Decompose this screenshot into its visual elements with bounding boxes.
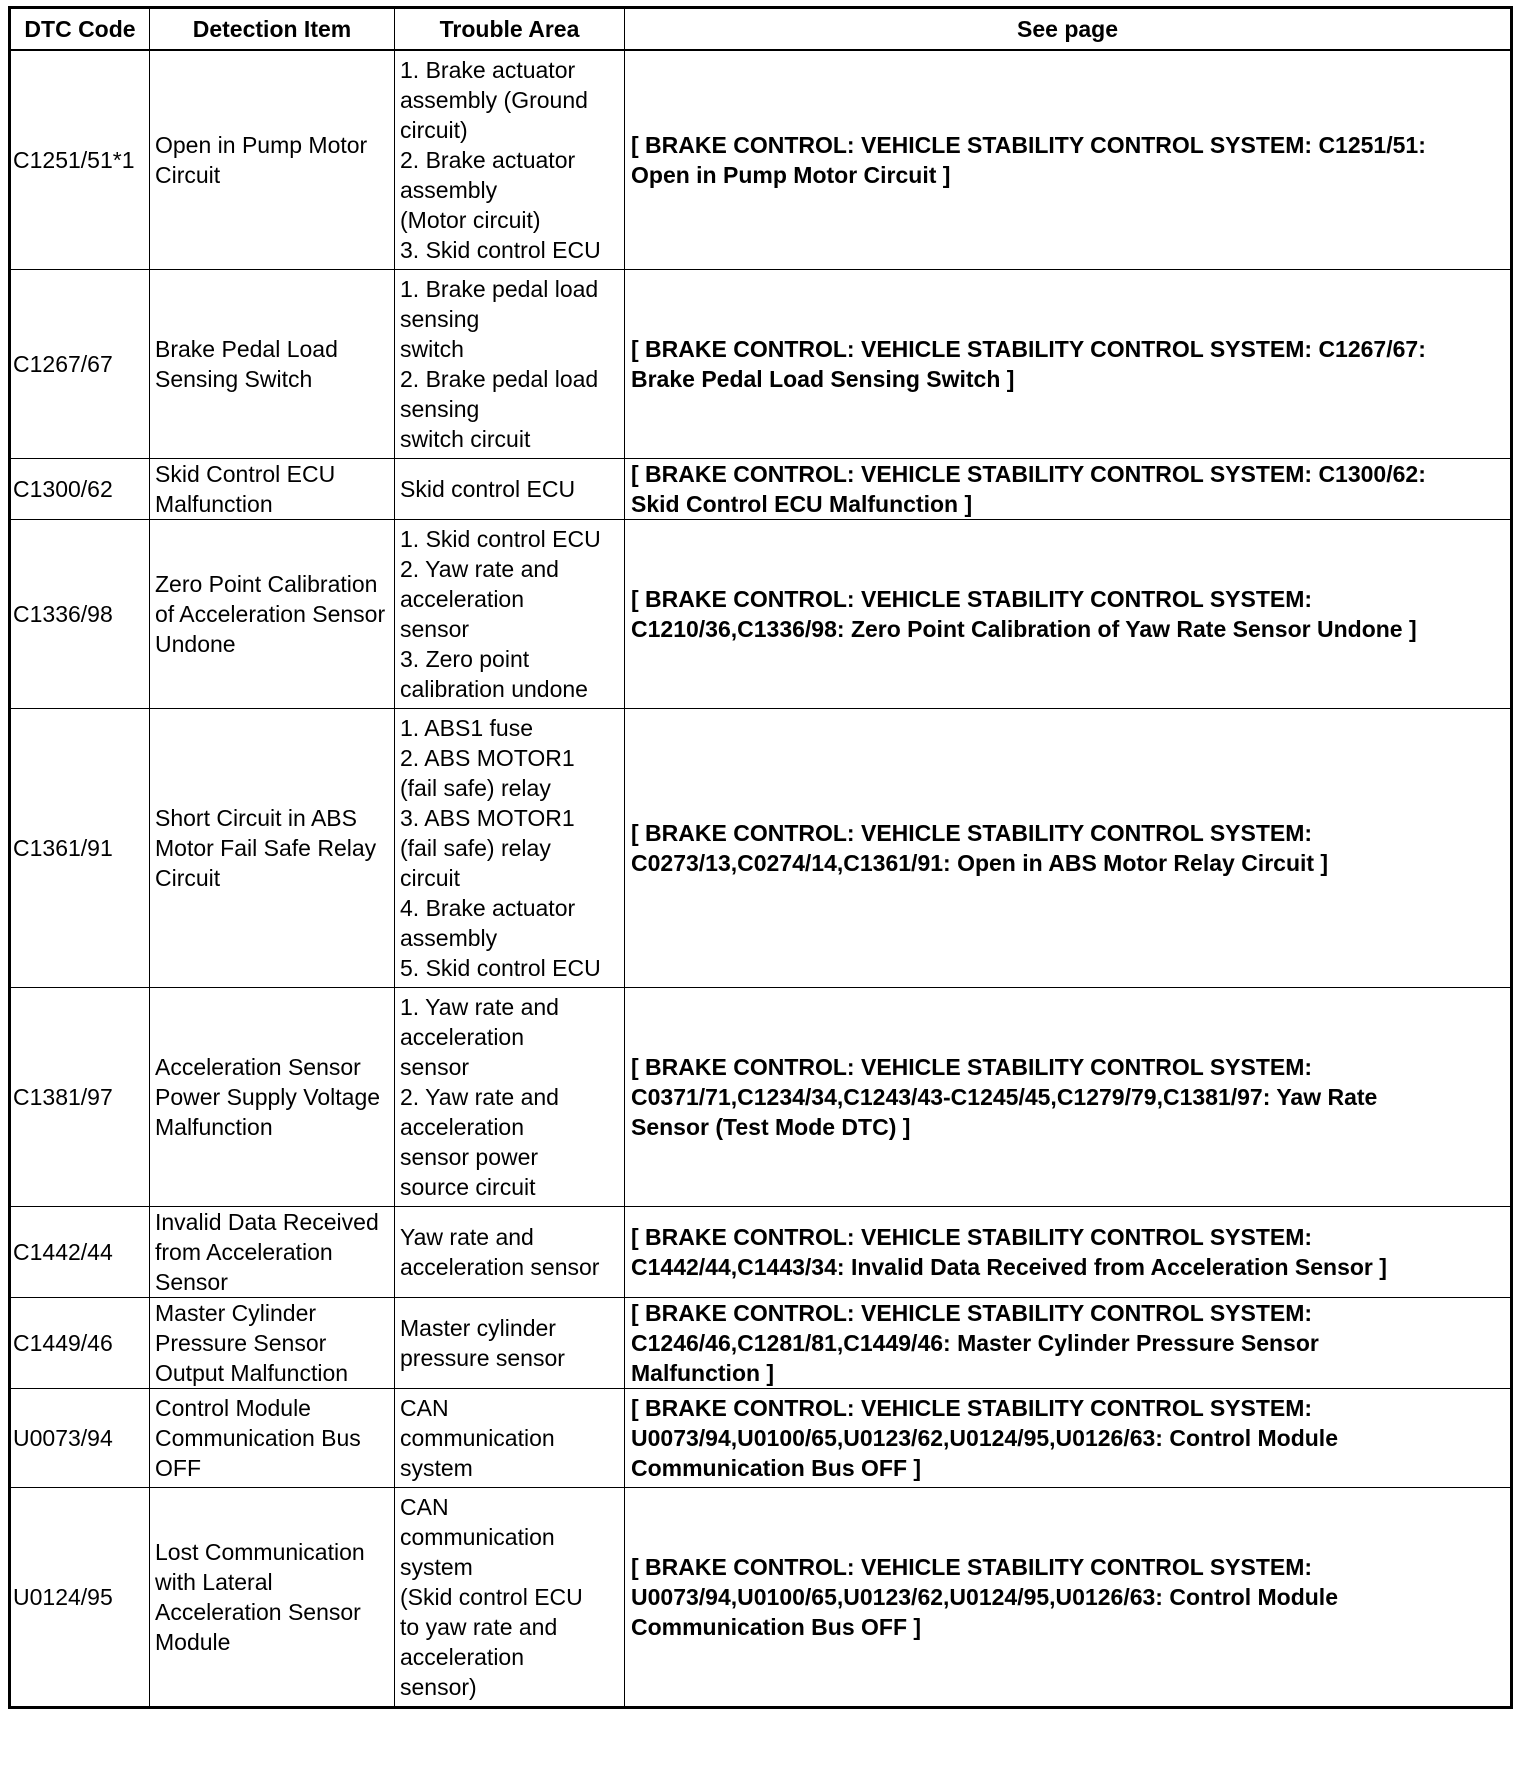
see-page-link-line: [ BRAKE CONTROL: VEHICLE STABILITY CONTROL SYSTEM: [631, 1554, 1313, 1580]
table-row [10, 270, 1512, 459]
dtc-code-cell: C1449/46 [10, 1298, 150, 1389]
table-row [10, 459, 1512, 520]
header-detection-item: Detection Item [150, 8, 395, 51]
trouble-area-line: system [400, 1455, 473, 1481]
detection-item-cell: Short Circuit in ABS Motor Fail Safe Relay Circuit [150, 709, 395, 988]
dtc-code-cell: U0073/94 [10, 1389, 150, 1488]
dtc-code-cell: C1267/67 [10, 270, 150, 459]
trouble-area-line: switch [400, 336, 464, 362]
trouble-area-line: 1. Brake actuator [400, 57, 576, 83]
see-page-cell [625, 520, 1512, 709]
trouble-area-line: 3. ABS MOTOR1 [400, 805, 575, 831]
trouble-area-line: 1. Skid control ECU [400, 526, 601, 552]
trouble-area-line: 5. Skid control ECU [400, 955, 601, 981]
trouble-area-cell [395, 1298, 625, 1389]
trouble-area-line: communication [400, 1524, 555, 1550]
detection-item-cell: Skid Control ECU Malfunction [150, 459, 395, 520]
see-page-cell [625, 988, 1512, 1207]
trouble-area-line: 3. Zero point [400, 646, 530, 672]
trouble-area-line: Yaw rate and [400, 1224, 534, 1250]
trouble-area-cell [395, 1207, 625, 1298]
trouble-area-line: calibration undone [400, 676, 588, 702]
see-page-link-line: [ BRAKE CONTROL: VEHICLE STABILITY CONTROL SYSTEM: C1251/51: [631, 132, 1426, 158]
trouble-area-line: circuit) [400, 117, 468, 143]
detection-item-cell: Invalid Data Received from Acceleration Sensor [150, 1207, 395, 1298]
dtc-code-cell: C1381/97 [10, 988, 150, 1207]
trouble-area-line: sensor) [400, 1674, 477, 1700]
dtc-code-cell: C1336/98 [10, 520, 150, 709]
see-page-cell [625, 270, 1512, 459]
trouble-area-line: sensor [400, 616, 470, 642]
trouble-area-line: Skid control ECU [400, 476, 576, 502]
see-page-cell [625, 1488, 1512, 1708]
detection-item-cell: Acceleration Sensor Power Supply Voltage Malfunction [150, 988, 395, 1207]
see-page-cell [625, 459, 1512, 520]
see-page-link-line: [ BRAKE CONTROL: VEHICLE STABILITY CONTROL SYSTEM: [631, 586, 1313, 612]
trouble-area-line: CAN [400, 1395, 449, 1421]
see-page-link-line: U0073/94,U0100/65,U0123/62,U0124/95,U0126/63: Control Module [631, 1584, 1338, 1610]
see-page-link-line: C1246/46,C1281/81,C1449/46: Master Cylinder Pressure Sensor [631, 1330, 1319, 1356]
trouble-area-line: 1. Yaw rate and [400, 994, 559, 1020]
table-row [10, 50, 1512, 270]
table-row [10, 1389, 1512, 1488]
detection-item-cell: Brake Pedal Load Sensing Switch [150, 270, 395, 459]
trouble-area-line: (fail safe) relay [400, 775, 551, 801]
header-see-page: See page [625, 8, 1512, 51]
trouble-area-line: 4. Brake actuator [400, 895, 576, 921]
trouble-area-line: acceleration [400, 1114, 525, 1140]
see-page-link-line: [ BRAKE CONTROL: VEHICLE STABILITY CONTROL SYSTEM: C1300/62: [631, 461, 1426, 487]
trouble-area-line: sensor [400, 1054, 470, 1080]
detection-item-cell: Lost Communication with Lateral Acceleration Sensor Module [150, 1488, 395, 1708]
detection-item-cell: Control Module Communication Bus OFF [150, 1389, 395, 1488]
dtc-code-cell: C1361/91 [10, 709, 150, 988]
trouble-area-line: acceleration [400, 1644, 525, 1670]
trouble-area-line: assembly [400, 177, 498, 203]
see-page-link-line: C1442/44,C1443/34: Invalid Data Received from Acceleration Sensor ] [631, 1254, 1387, 1280]
dtc-code-cell: C1442/44 [10, 1207, 150, 1298]
dtc-code-cell: C1251/51*1 [10, 50, 150, 270]
trouble-area-cell [395, 1488, 625, 1708]
trouble-area-line: source circuit [400, 1174, 536, 1200]
see-page-link-line: [ BRAKE CONTROL: VEHICLE STABILITY CONTROL SYSTEM: [631, 1224, 1313, 1250]
see-page-link-line: [ BRAKE CONTROL: VEHICLE STABILITY CONTROL SYSTEM: [631, 1300, 1313, 1326]
trouble-area-cell [395, 520, 625, 709]
see-page-cell [625, 1389, 1512, 1488]
see-page-link-line: Communication Bus OFF ] [631, 1614, 922, 1640]
detection-item-cell: Open in Pump Motor Circuit [150, 50, 395, 270]
see-page-link-line: Open in Pump Motor Circuit ] [631, 162, 951, 188]
see-page-link-line: [ BRAKE CONTROL: VEHICLE STABILITY CONTROL SYSTEM: C1267/67: [631, 336, 1426, 362]
see-page-link-line: [ BRAKE CONTROL: VEHICLE STABILITY CONTROL SYSTEM: [631, 1395, 1313, 1421]
trouble-area-line: 2. Brake actuator [400, 147, 576, 173]
table-row [10, 1207, 1512, 1298]
dtc-code-cell: U0124/95 [10, 1488, 150, 1708]
trouble-area-line: communication [400, 1425, 555, 1451]
trouble-area-line: assembly (Ground [400, 87, 588, 113]
trouble-area-line: switch circuit [400, 426, 531, 452]
see-page-cell [625, 1298, 1512, 1389]
table-row [10, 1298, 1512, 1389]
table-row [10, 988, 1512, 1207]
trouble-area-cell [395, 459, 625, 520]
see-page-link-line: Skid Control ECU Malfunction ] [631, 491, 973, 517]
trouble-area-line: (fail safe) relay [400, 835, 551, 861]
trouble-area-line: 1. ABS1 fuse [400, 715, 533, 741]
trouble-area-line: 2. Yaw rate and [400, 556, 559, 582]
detection-item-cell: Master Cylinder Pressure Sensor Output Malfunction [150, 1298, 395, 1389]
trouble-area-line: 2. Yaw rate and [400, 1084, 559, 1110]
see-page-link-line: C1210/36,C1336/98: Zero Point Calibration of Yaw Rate Sensor Undone ] [631, 616, 1417, 642]
trouble-area-line: 2. ABS MOTOR1 [400, 745, 575, 771]
trouble-area-line: system [400, 1554, 473, 1580]
trouble-area-line: sensing [400, 396, 480, 422]
table-row [10, 709, 1512, 988]
see-page-cell [625, 1207, 1512, 1298]
trouble-area-cell [395, 709, 625, 988]
see-page-cell [625, 50, 1512, 270]
trouble-area-line: acceleration sensor [400, 1254, 600, 1280]
header-row [10, 8, 1512, 51]
trouble-area-cell [395, 270, 625, 459]
see-page-link-line: Brake Pedal Load Sensing Switch ] [631, 366, 1015, 392]
table-row [10, 520, 1512, 709]
trouble-area-line: sensing [400, 306, 480, 332]
trouble-area-line: to yaw rate and [400, 1614, 558, 1640]
trouble-area-line: CAN [400, 1494, 449, 1520]
trouble-area-cell [395, 50, 625, 270]
table-body [10, 50, 1512, 1708]
trouble-area-line: acceleration [400, 586, 525, 612]
trouble-area-line: assembly [400, 925, 498, 951]
header-dtc-code: DTC Code [10, 8, 150, 51]
trouble-area-line: sensor power [400, 1144, 539, 1170]
see-page-link-line: C0371/71,C1234/34,C1243/43-C1245/45,C1279/79,C1381/97: Yaw Rate [631, 1084, 1378, 1110]
detection-item-cell: Zero Point Calibration of Acceleration Sensor Undone [150, 520, 395, 709]
trouble-area-line: 3. Skid control ECU [400, 237, 601, 263]
trouble-area-line: pressure sensor [400, 1345, 565, 1371]
table-row [10, 1488, 1512, 1708]
trouble-area-line: (Skid control ECU [400, 1584, 583, 1610]
see-page-link-line: Communication Bus OFF ] [631, 1455, 922, 1481]
trouble-area-cell [395, 988, 625, 1207]
see-page-cell [625, 709, 1512, 988]
dtc-table [8, 6, 1513, 1709]
trouble-area-line: circuit [400, 865, 461, 891]
trouble-area-line: Master cylinder [400, 1315, 556, 1341]
dtc-code-cell: C1300/62 [10, 459, 150, 520]
trouble-area-line: 2. Brake pedal load [400, 366, 599, 392]
see-page-link-line: U0073/94,U0100/65,U0123/62,U0124/95,U0126/63: Control Module [631, 1425, 1338, 1451]
see-page-link-line: [ BRAKE CONTROL: VEHICLE STABILITY CONTROL SYSTEM: [631, 820, 1313, 846]
header-trouble-area: Trouble Area [395, 8, 625, 51]
see-page-link-line: Sensor (Test Mode DTC) ] [631, 1114, 911, 1140]
see-page-link-line: Malfunction ] [631, 1360, 775, 1386]
trouble-area-cell [395, 1389, 625, 1488]
trouble-area-line: (Motor circuit) [400, 207, 541, 233]
see-page-link-line: [ BRAKE CONTROL: VEHICLE STABILITY CONTROL SYSTEM: [631, 1054, 1313, 1080]
trouble-area-line: 1. Brake pedal load [400, 276, 599, 302]
see-page-link-line: C0273/13,C0274/14,C1361/91: Open in ABS Motor Relay Circuit ] [631, 850, 1329, 876]
trouble-area-line: acceleration [400, 1024, 525, 1050]
